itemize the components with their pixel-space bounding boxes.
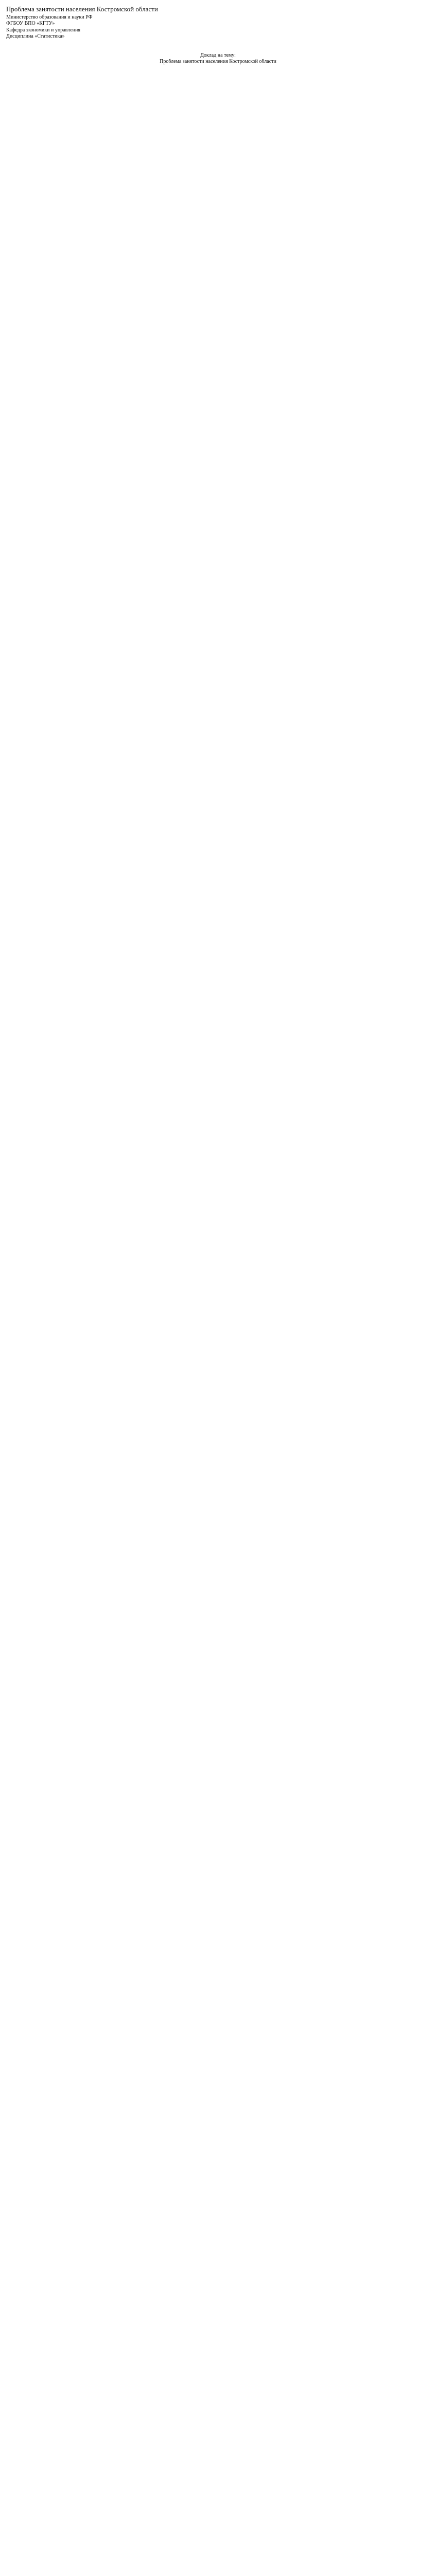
ministry-line: Министерство образования и науки РФ bbox=[6, 14, 93, 20]
document-body bbox=[6, 71, 430, 324]
body-paragraph bbox=[6, 266, 430, 273]
body-paragraph bbox=[6, 174, 430, 180]
report-type: Доклад на тему: bbox=[200, 52, 236, 58]
body-paragraph bbox=[6, 143, 430, 149]
discipline-line: Дисциплина «Статистика» bbox=[6, 33, 65, 40]
report-topic: Проблема занятости населения Костромской области bbox=[160, 59, 276, 65]
body-paragraph bbox=[6, 101, 430, 108]
body-paragraph bbox=[6, 277, 430, 283]
body-paragraph bbox=[6, 91, 430, 97]
body-paragraph bbox=[6, 215, 430, 221]
body-paragraph bbox=[6, 225, 430, 231]
body-paragraph bbox=[6, 308, 430, 314]
body-paragraph bbox=[6, 297, 430, 303]
body-paragraph bbox=[6, 153, 430, 159]
body-paragraph bbox=[6, 184, 430, 190]
body-paragraph bbox=[6, 235, 430, 242]
body-paragraph bbox=[6, 256, 430, 262]
department-line: Кафедра экономики и управления bbox=[6, 27, 80, 33]
university-line: ФГБОУ ВПО «КГТУ» bbox=[6, 21, 55, 27]
body-paragraph bbox=[6, 194, 430, 200]
body-paragraph bbox=[6, 112, 430, 118]
body-paragraph bbox=[6, 205, 430, 211]
body-paragraph bbox=[6, 246, 430, 252]
body-paragraph bbox=[6, 287, 430, 293]
body-paragraph bbox=[6, 81, 430, 87]
document-title: Проблема занятости населения Костромской области bbox=[6, 5, 158, 13]
body-paragraph bbox=[6, 132, 430, 139]
body-paragraph bbox=[6, 122, 430, 128]
header-spacer bbox=[6, 40, 430, 53]
body-paragraph bbox=[6, 318, 430, 324]
body-paragraph bbox=[6, 71, 430, 77]
body-paragraph bbox=[6, 163, 430, 170]
